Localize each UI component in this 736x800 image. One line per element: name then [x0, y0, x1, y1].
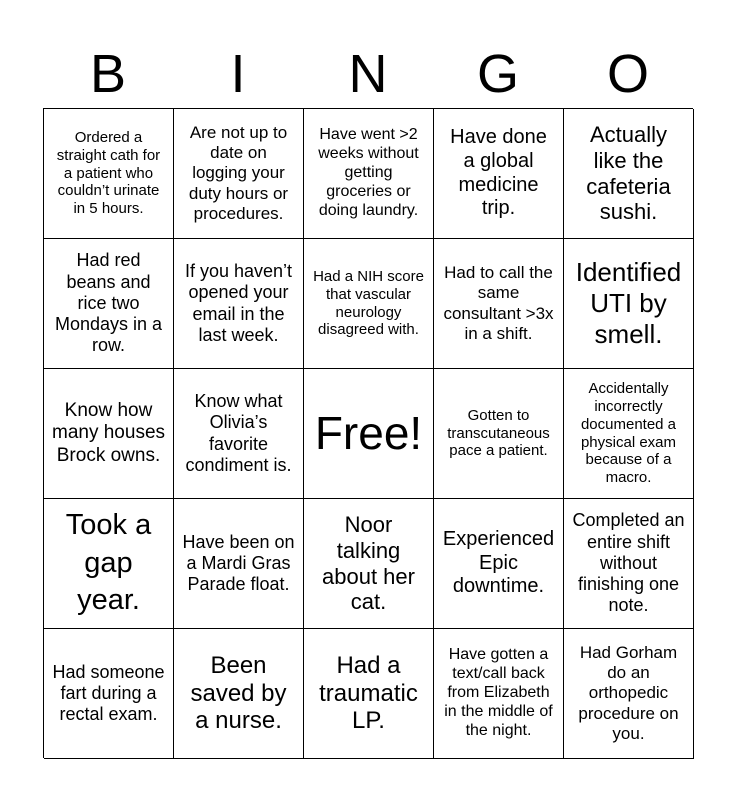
bingo-cell-r1-c4[interactable]: [434, 109, 564, 239]
bingo-board: [43, 108, 693, 758]
cell-text: Know how many houses Brock owns.: [52, 399, 166, 466]
bingo-cell-r4-c2[interactable]: [174, 499, 304, 629]
bingo-cell-r3-c5[interactable]: [564, 369, 694, 499]
bingo-cell-r2-c4[interactable]: [434, 239, 564, 369]
bingo-cell-r2-c2[interactable]: [174, 239, 304, 369]
header-letter-n: N: [348, 44, 388, 104]
cell-text: Know what Olivia’s favorite condiment is.: [185, 391, 292, 475]
bingo-cell-r5-c3[interactable]: [304, 629, 434, 759]
cell-text: Had someone fart during a rectal exam.: [52, 661, 165, 725]
header-letter-g: G: [476, 44, 519, 104]
cell-text: Had to call the same consultant >3x in a shift.: [443, 263, 554, 343]
cell-text: Gotten to transcutaneous pace a patient.: [447, 406, 550, 460]
cell-text: Are not up to date on logging your duty hours or procedures.: [188, 123, 289, 223]
cell-text: Completed an entire shift without finishing one note.: [572, 510, 685, 616]
bingo-cell-r5-c1[interactable]: [44, 629, 174, 759]
cell-text: Have been on a Mardi Gras Parade float.: [182, 531, 295, 595]
bingo-cell-r4-c3[interactable]: [304, 499, 434, 629]
bingo-cell-r5-c4[interactable]: [434, 629, 564, 759]
cell-text: Have gotten a text/call back from Elizabeth in the middle of the night.: [444, 646, 553, 739]
bingo-cell-r4-c4[interactable]: [434, 499, 564, 629]
bingo-cell-r1-c2[interactable]: [174, 109, 304, 239]
cell-text: Had a NIH score that vascular neurology disagreed with.: [313, 268, 424, 339]
header-letter-i: I: [230, 44, 246, 104]
cell-text: Actually like the cafeteria sushi.: [586, 121, 671, 225]
bingo-cell-r5-c5[interactable]: [564, 629, 694, 759]
bingo-cell-free[interactable]: [304, 369, 434, 499]
bingo-cell-r1-c5[interactable]: [564, 109, 694, 239]
bingo-header: [43, 40, 693, 108]
free-space-text: Free!: [314, 407, 423, 460]
bingo-cell-r3-c1[interactable]: [44, 369, 174, 499]
cell-text: Had red beans and rice two Mondays in a row.: [54, 250, 163, 356]
cell-text: Identified UTI by smell.: [575, 256, 682, 350]
cell-text: If you haven’t opened your email in the last week.: [184, 261, 293, 345]
cell-text: Have done a global medicine trip.: [450, 126, 547, 220]
cell-text: Experienced Epic downtime.: [442, 528, 555, 598]
cell-text: Had a traumatic LP.: [319, 652, 418, 735]
bingo-cell-r2-c1[interactable]: [44, 239, 174, 369]
header-letter-b: B: [89, 44, 127, 104]
cell-text: Have went >2 weeks without getting groceries or doing laundry.: [318, 126, 419, 219]
bingo-cell-r2-c5[interactable]: [564, 239, 694, 369]
cell-text: Had Gorham do an orthopedic procedure on you.: [578, 643, 679, 743]
cell-text: Accidentally incorrectly documented a physical exam because of a macro.: [580, 380, 677, 486]
bingo-cell-r1-c3[interactable]: [304, 109, 434, 239]
bingo-cell-r2-c3[interactable]: [304, 239, 434, 369]
bingo-cell-r4-c5[interactable]: [564, 499, 694, 629]
cell-text: Ordered a straight cath for a patient who couldn’t urinate in 5 hours.: [56, 129, 161, 218]
header-letter-o: O: [606, 44, 649, 104]
cell-text: Been saved by a nurse.: [190, 652, 287, 735]
bingo-cell-r4-c1[interactable]: [44, 499, 174, 629]
cell-text: Noor talking about her cat.: [322, 511, 415, 615]
bingo-cell-r5-c2[interactable]: [174, 629, 304, 759]
bingo-cell-r1-c1[interactable]: [44, 109, 174, 239]
cell-text: Took a gap year.: [65, 508, 152, 617]
bingo-cell-r3-c2[interactable]: [174, 369, 304, 499]
bingo-cell-r3-c4[interactable]: [434, 369, 564, 499]
